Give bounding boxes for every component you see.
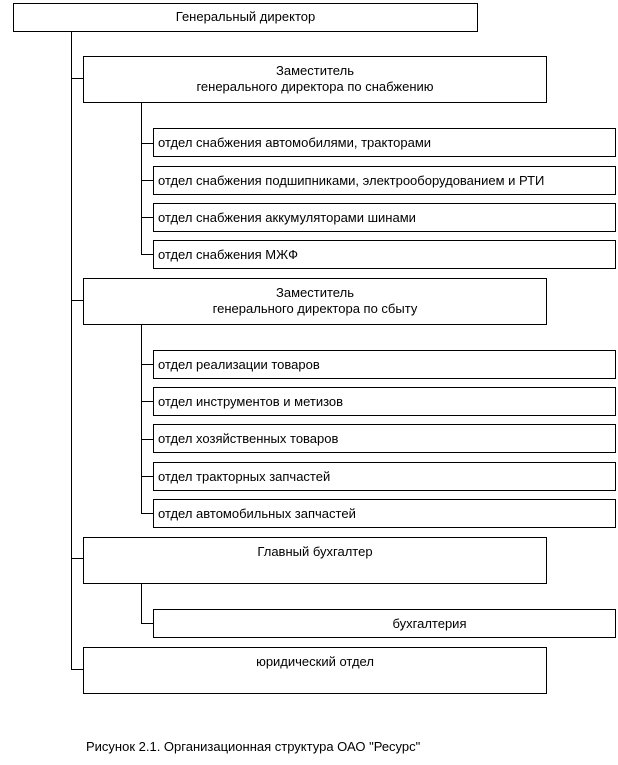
sales-dept-2 xyxy=(153,387,616,416)
legal-dept-label: юридический отдел xyxy=(256,654,374,669)
chief-accountant-label: Главный бухгалтер xyxy=(257,544,373,559)
trunk-line xyxy=(71,31,72,670)
supply-branch-3 xyxy=(141,217,153,218)
sales-dept-5 xyxy=(153,499,616,528)
branch-accountant-line xyxy=(71,558,83,559)
general-director-box xyxy=(13,3,478,32)
sales-branch-5 xyxy=(141,513,153,514)
sales-branch-4 xyxy=(141,476,153,477)
chief-accountant-box xyxy=(83,537,547,584)
supply-dept-1 xyxy=(153,128,616,157)
sales-dept-3-label: отдел хозяйственных товаров xyxy=(158,430,339,446)
deputy-sales-box xyxy=(83,278,547,325)
branch-legal-line xyxy=(71,669,83,670)
supply-branch-2 xyxy=(141,180,153,181)
sales-dept-1-label: отдел реализации товаров xyxy=(158,356,320,372)
figure-caption: Рисунок 2.1. Организационная структура ОАО "Ресурс" xyxy=(86,739,421,754)
accounting-dept-label: бухгалтерия xyxy=(392,615,467,631)
sales-trunk-line xyxy=(141,325,142,514)
supply-trunk-line xyxy=(141,103,142,255)
supply-dept-2 xyxy=(153,166,616,195)
accountant-branch-1 xyxy=(141,623,153,624)
branch-sales-line xyxy=(71,300,83,301)
sales-dept-4-label: отдел тракторных запчастей xyxy=(158,468,331,484)
sales-dept-1 xyxy=(153,350,616,379)
deputy-supply-title-2: генерального директора по снабжению xyxy=(196,79,434,94)
deputy-sales-title-1: Заместитель xyxy=(276,285,354,300)
supply-branch-4 xyxy=(141,254,153,255)
supply-branch-1 xyxy=(141,143,153,144)
supply-dept-4 xyxy=(153,240,616,269)
general-director-label: Генеральный директор xyxy=(175,9,316,24)
deputy-supply-box xyxy=(83,56,547,103)
accounting-dept-box xyxy=(153,609,616,638)
legal-dept-box xyxy=(83,647,547,694)
sales-dept-3 xyxy=(153,424,616,453)
supply-dept-2-label: отдел снабжения подшипниками, электрооборудованием и РТИ xyxy=(158,172,545,188)
sales-branch-1 xyxy=(141,364,153,365)
sales-branch-2 xyxy=(141,401,153,402)
supply-dept-1-label: отдел снабжения автомобилями, тракторами xyxy=(158,134,432,150)
supply-dept-4-label: отдел снабжения МЖФ xyxy=(158,246,298,262)
deputy-sales-title-2: генерального директора по сбыту xyxy=(212,301,418,316)
branch-supply-line xyxy=(71,78,83,79)
supply-dept-3-label: отдел снабжения аккумуляторами шинами xyxy=(158,209,416,225)
sales-branch-3 xyxy=(141,439,153,440)
sales-dept-4 xyxy=(153,462,616,491)
deputy-supply-title-1: Заместитель xyxy=(276,63,354,78)
sales-dept-2-label: отдел инструментов и метизов xyxy=(158,393,344,409)
supply-dept-3 xyxy=(153,203,616,232)
accountant-trunk-line xyxy=(141,584,142,624)
sales-dept-5-label: отдел автомобильных запчастей xyxy=(158,505,356,521)
